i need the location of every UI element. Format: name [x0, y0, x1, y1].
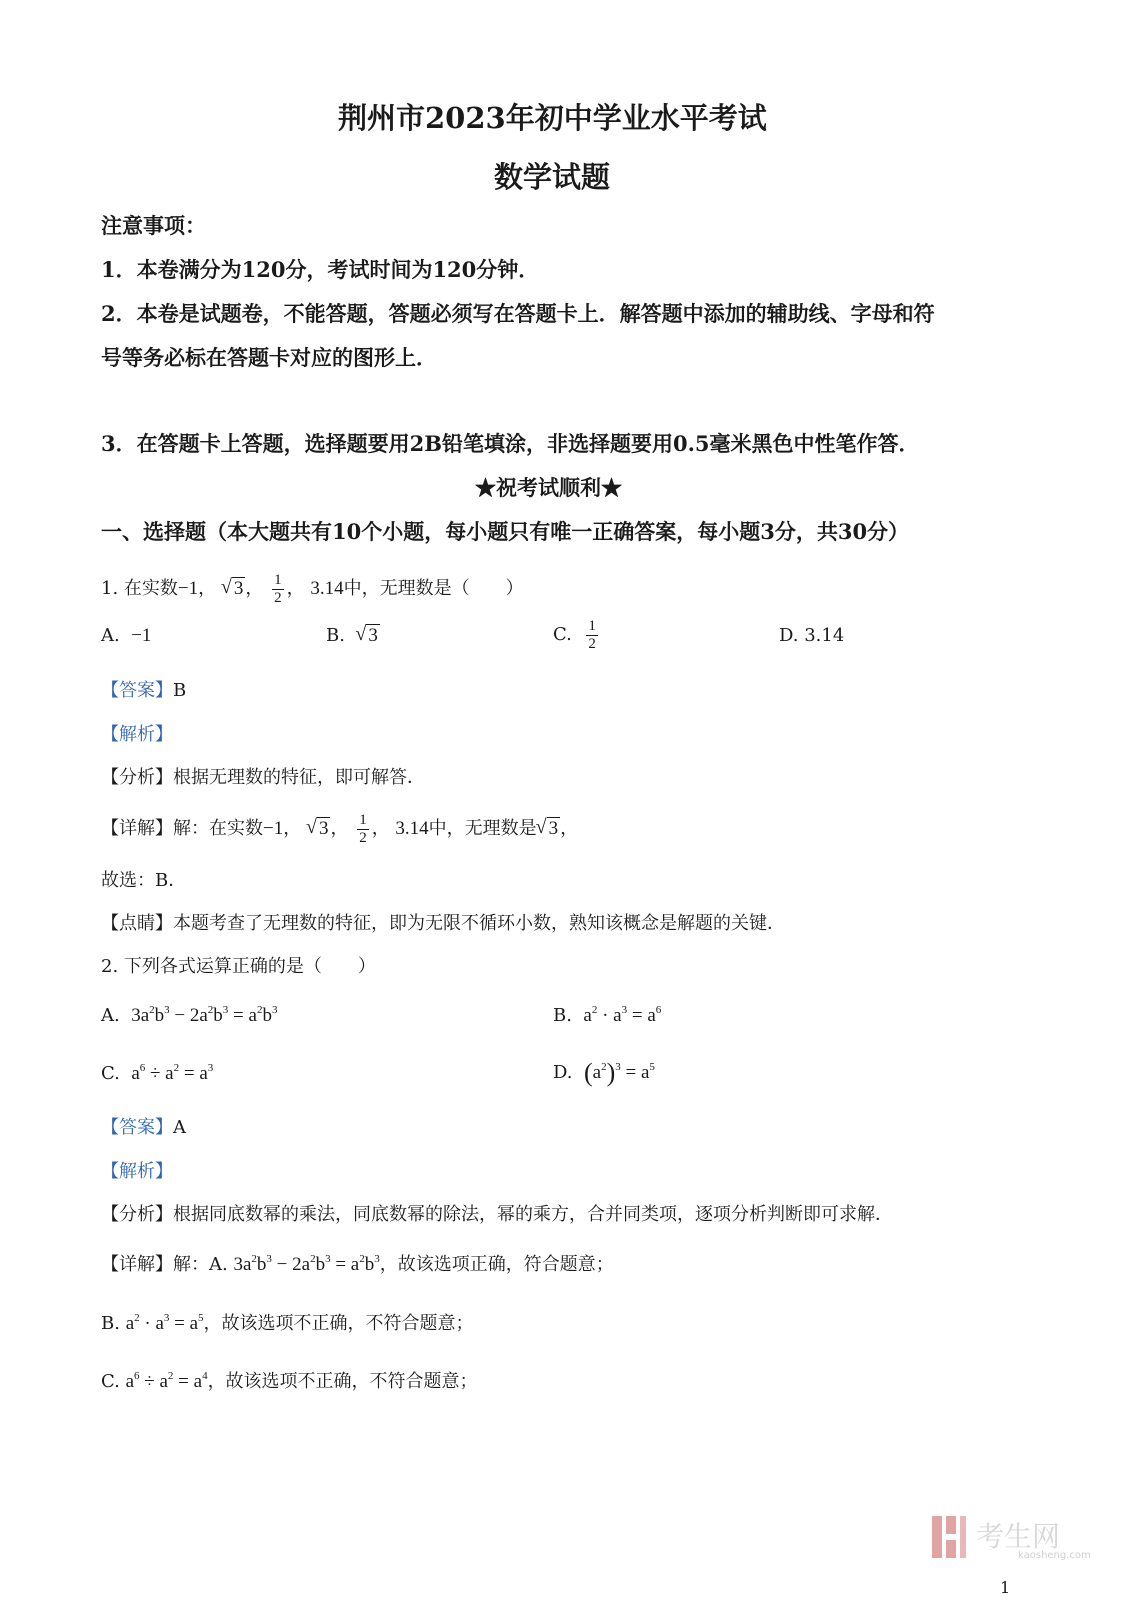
q2-xiangjie-c: C. $a^6 \div a^2 = a^4$，故该选项不正确，不符合题意； [101, 1370, 478, 1392]
answer-tag: 【答案】 [101, 680, 173, 701]
q1-sep: ， [245, 578, 264, 599]
q1-conclusion: 故选：B． [101, 870, 187, 891]
q2-answer: 【答案】A [101, 1117, 186, 1138]
notice-item-1: 1．本卷满分为120分，考试时间为120分钟． [101, 257, 540, 282]
q1-neg1: −1 [177, 578, 199, 599]
q2-option-b: B. $a^2 \cdot a^3 = a^6$ [553, 1004, 662, 1026]
good-luck-line: ★祝考试顺利★ [475, 475, 622, 500]
q2-option-c: C. $a^6 \div a^2 = a^3$ [101, 1062, 214, 1084]
q1-stem [101, 572, 524, 606]
q1-option-a: A. −1 [101, 625, 152, 646]
notice-item-2-line2: 号等务必标在答题卡对应的图形上． [101, 345, 437, 370]
q1-sep: ， [286, 578, 305, 599]
exam-subtitle: 数学试题 [494, 160, 611, 194]
notice-heading: 注意事项： [101, 213, 206, 238]
q1-option-c: C. $\frac{1}{2}$ [553, 618, 596, 652]
q2-xiangjie-a: 【详解】解：A. $3a^2b^3 - 2a^2b^3 = a^2b^3$，故该选项正确，符合题意； [101, 1253, 614, 1275]
section-1-heading: 一、选择题（本大题共有10个小题，每小题只有唯一正确答案，每小题3分，共30分） [101, 519, 910, 544]
q1-314: 3.14 [310, 578, 344, 599]
exam-title: 荆州市2023年初中学业水平考试 [338, 101, 767, 135]
q1-stem-prefix: 1. 在实数 [101, 578, 178, 599]
logo-url-text: kaosheng.com [1018, 1550, 1091, 1561]
notice-item-3: 3．在答题卡上答题，选择题要用2B铅笔填涂，非选择题要用0.5毫米黑色中性笔作答． [101, 431, 920, 456]
page-number: 1 [1000, 1578, 1011, 1597]
q2-option-a: A. $3a^2b^3 - 2a^2b^3 = a^2b^3$ [101, 1004, 278, 1026]
q1-sqrt3: √ 3 [222, 578, 246, 600]
q2-analysis-tag: 【解析】 [101, 1161, 173, 1182]
q1-dianjing: 【点睛】本题考查了无理数的特征，即为无限不循环小数，熟知该概念是解题的关键． [101, 913, 785, 934]
q1-sep: ， [198, 578, 217, 599]
q1-option-d: D. 3.14 [779, 625, 845, 646]
q1-answer: 【答案】B [101, 680, 187, 701]
q1-analysis-tag: 【解析】 [101, 724, 173, 745]
q2-option-d: D. $(a^2)^3 = a^5$ [553, 1058, 655, 1087]
notice-item-2-line1: 2．本卷是试题卷，不能答题，答题必须写在答题卡上．解答题中添加的辅助线、字母和符 [101, 301, 935, 326]
q2-fenxi: 【分析】根据同底数幂的乘法，同底数幂的除法，幂的乘方，合并同类项，逐项分析判断即可求解． [101, 1204, 893, 1225]
q1-fenxi: 【分析】根据无理数的特征，即可解答． [101, 767, 425, 788]
q2-stem: 2. 下列各式运算正确的是（ ） [101, 956, 376, 977]
q1-xiangjie: 【详解】解：在实数−1， √ 3 ， $\frac{1}{2}$ ， 3.14中，无理数是√ 3 ， [101, 812, 578, 846]
q2-xiangjie-b: B. $a^2 \cdot a^3 = a^5$，故该选项不正确，不符合题意； [101, 1312, 474, 1334]
kaosheng-logo-icon [930, 1512, 1120, 1562]
q1-half: $\frac{1}{2}$ [274, 572, 282, 606]
q1-option-b: B. √ 3 [326, 625, 380, 647]
kaosheng-logo [930, 1512, 1120, 1562]
q1-stem-suffix: 中，无理数是（ ） [343, 578, 524, 599]
logo-text: 考生网 [976, 1520, 1061, 1553]
